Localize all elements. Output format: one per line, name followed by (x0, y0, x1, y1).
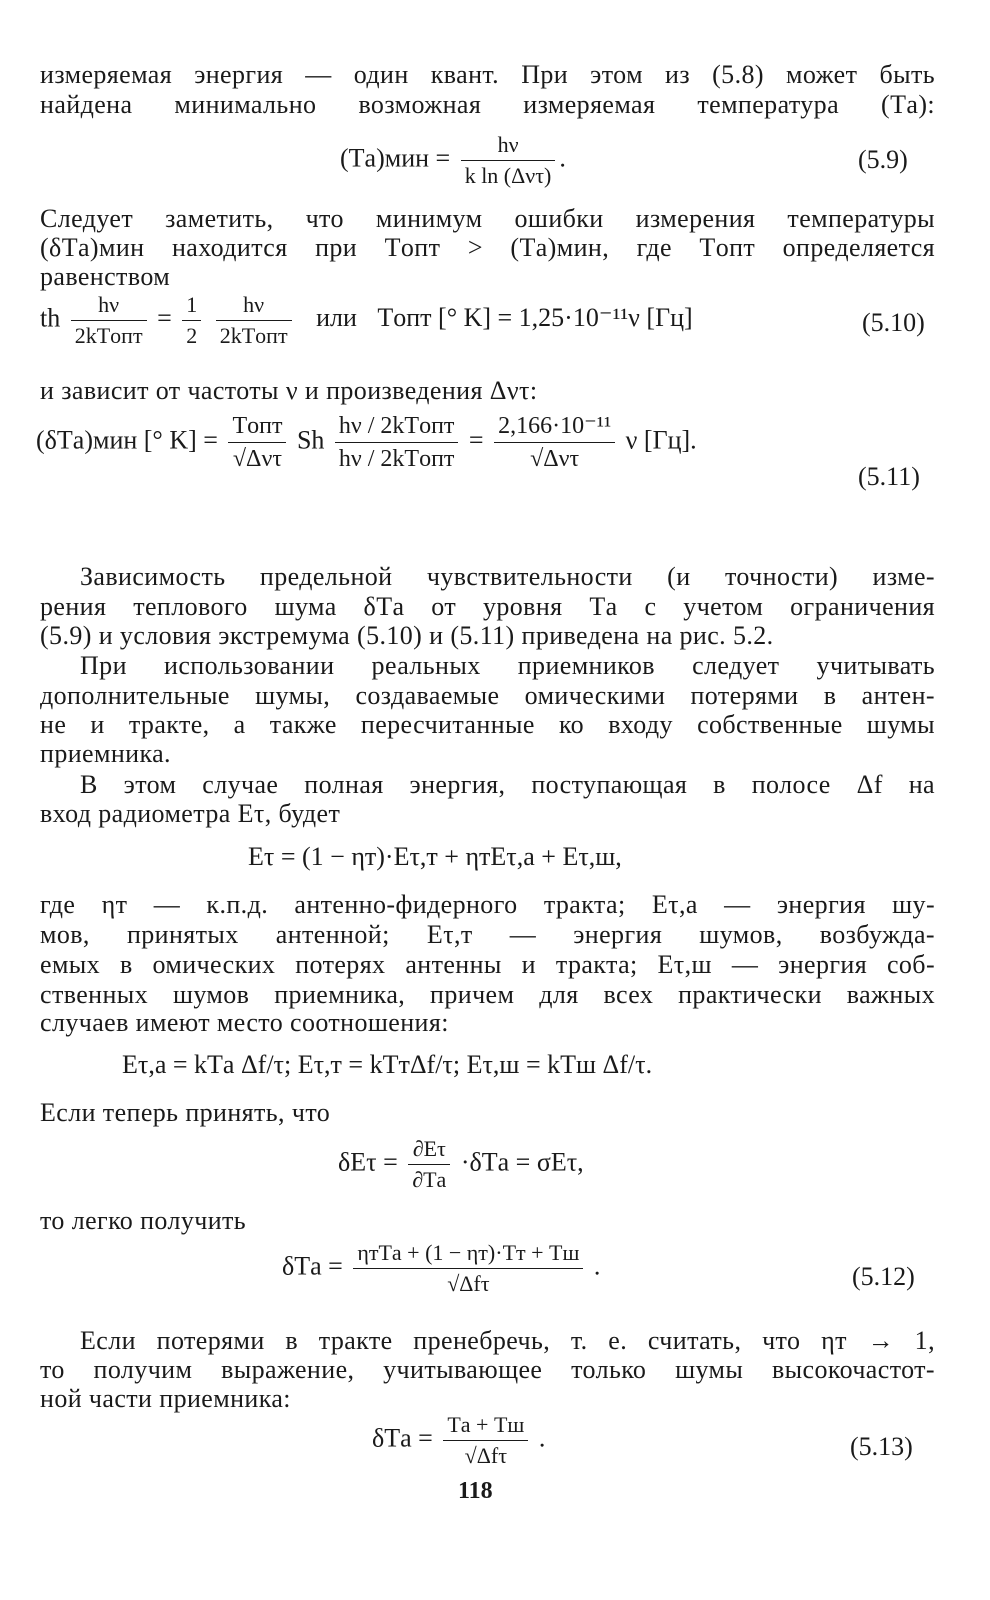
eq-fraction (443, 1412, 528, 1469)
text-line: не и тракте, а также пересчитанные ко входу собственные шумы (40, 710, 935, 739)
eq-sh: Sh (296, 425, 325, 455)
eq-numerator: Tа + Tш (443, 1412, 528, 1441)
text-line: Следует заметить, что минимум ошибки измерения температуры (40, 204, 935, 233)
equation-number: (5.9) (858, 145, 908, 174)
eq-denominator: √Δντ (530, 446, 580, 472)
eq-denominator: √Δfτ (447, 1271, 490, 1296)
eq-fraction (216, 292, 292, 349)
text-line: (5.9) и условия экстремума (5.10) и (5.11) приведена на рис. 5.2. (40, 621, 774, 650)
eq-numerator: hν / 2kTопт (335, 412, 459, 443)
equation-number: (5.10) (862, 308, 925, 337)
equation-relations: Eτ,а = kTа Δf/τ; Eτ,т = kTтΔf/τ; Eτ,ш = kTш Δf/τ. (122, 1050, 653, 1079)
eq-numerator: hν (71, 292, 147, 321)
eq-fraction (461, 132, 556, 189)
eq-numerator: ηтTа + (1 − ηт)·Tт + Tш (353, 1240, 583, 1269)
eq-lhs: (δTа)мин [° K] = (36, 425, 218, 455)
eq-lhs: δEτ = (338, 1147, 398, 1177)
equation-5-9: (Tа)мин = $\frac{h\nu}{\text{k ln (Δντ)}}$ . (340, 132, 566, 188)
text-line: и зависит от частоты ν и произведения Δντ: (40, 376, 538, 405)
text-line: то получим выражение, учитывающее только шумы высокочастот- (40, 1355, 935, 1384)
eq-numerator: Tопт (228, 412, 286, 443)
eq-denominator: hν / 2kTопт (338, 446, 455, 472)
page-number: 118 (458, 1478, 493, 1504)
equation-5-13 (372, 1412, 545, 1469)
eq-denominator: ∂Tа (412, 1167, 447, 1192)
text-line: Зависимость предельной чувствительности (и точности) изме- (80, 562, 935, 591)
eq-numerator: 2,166·10⁻¹¹ (494, 412, 615, 443)
eq-numerator: ∂Eτ (408, 1136, 450, 1165)
eq-th: th (40, 303, 61, 333)
eq-dot: . (538, 1423, 546, 1453)
equation-number: (5.11) (858, 462, 920, 491)
text-line: При использовании реальных приемников следует учитывать (80, 651, 935, 680)
equation-5-10 (40, 292, 693, 349)
text-line: равенством (40, 262, 171, 291)
eq-numerator: hν (216, 292, 292, 321)
text-line: ственных шумов приемника, причем для всех практически важных (40, 980, 935, 1009)
eq-lhs: (Tа)мин = (340, 143, 451, 173)
equation-dE (338, 1136, 584, 1193)
eq-fraction (335, 412, 459, 473)
eq-denominator: 2 (186, 323, 198, 348)
text-line: ной части приемника: (40, 1384, 291, 1413)
text-line: случаев имеют место соотношения: (40, 1008, 449, 1037)
equation-energy: Eτ = (1 − ηт)·Eτ,т + ηтEτ,а + Eτ,ш, (248, 842, 622, 871)
equation-5-12 (282, 1240, 600, 1297)
eq-numerator: 1 (182, 292, 201, 321)
text-line: мов, принятых антенной; Eτ,т — энергия шумов, возбужда- (40, 920, 935, 949)
text-line: приемника. (40, 739, 171, 768)
eq-dot: . (593, 1251, 601, 1281)
eq-sign: = (157, 303, 172, 333)
eq-denominator: 2kTопт (74, 323, 143, 348)
text-line: где ηт — к.п.д. антенно-фидерного тракта; Eτ,а — энергия шу- (40, 890, 935, 919)
text-line: дополнительные шумы, создаваемые омическими потерями в антен- (40, 681, 935, 710)
eq-lhs: δTа = (372, 1423, 433, 1453)
eq-denominator: 2kTопт (219, 323, 288, 348)
eq-numerator: hν (461, 132, 556, 161)
eq-fraction (228, 412, 286, 473)
eq-denominator: k ln (Δντ) (464, 163, 552, 188)
text-line: В этом случае полная энергия, поступающая в полосе Δf на (80, 770, 935, 799)
text-line: рения теплового шума δTа от уровня Tа с учетом ограничения (40, 592, 935, 621)
text-line: Если теперь принять, что (40, 1098, 331, 1127)
eq-fraction (182, 292, 201, 349)
eq-tail: ν [Гц]. (625, 425, 697, 455)
text-line: найдена минимально возможная измеряемая температура (Tа): (40, 90, 935, 119)
eq-rhs: Tопт [° K] = 1,25·10⁻¹¹ν [Гц] (377, 303, 693, 333)
equation-5-11 (36, 412, 697, 473)
eq-fraction (353, 1240, 583, 1297)
text-line: (δTа)мин находится при Tопт > (Tа)мин, где Tопт определяется (40, 233, 935, 262)
text-line: вход радиометра Eτ, будет (40, 799, 341, 828)
text-line: емых в омических потерях антенны и тракта; Eτ,ш — энергия соб- (40, 950, 935, 979)
eq-fraction (408, 1136, 450, 1193)
eq-denominator: √Δfτ (464, 1443, 508, 1468)
equation-number: (5.13) (850, 1432, 913, 1461)
eq-denominator: √Δντ (232, 446, 282, 472)
eq-sign: = (468, 425, 484, 455)
eq-fraction (494, 412, 615, 473)
eq-text: или (316, 303, 357, 333)
text-line: измеряемая энергия — один квант. При этом из (5.8) может быть (40, 60, 935, 89)
equation-number: (5.12) (852, 1262, 915, 1291)
text-line: Если потерями в тракте пренебречь, т. е. считать, что ηт → 1, (80, 1326, 935, 1355)
text-line: то легко получить (40, 1206, 247, 1235)
eq-lhs: δTа = (282, 1251, 343, 1281)
eq-fraction (71, 292, 147, 349)
eq-rhs: ·δTа = σEτ, (460, 1147, 584, 1177)
